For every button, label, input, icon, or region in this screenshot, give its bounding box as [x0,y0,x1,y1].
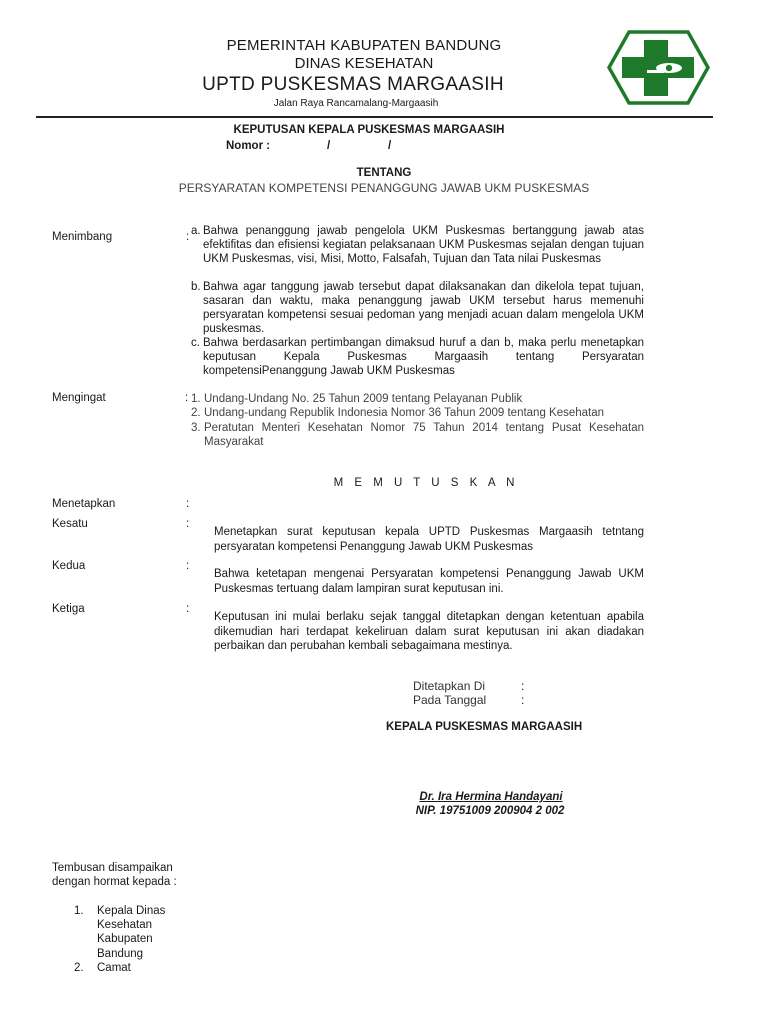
signatory-name: Dr. Ira Hermina Handayani [419,791,563,803]
ketiga-text: Keputusan ini mulai berlaku sejak tanggal ditetapkan dengan ketentuan apabila dikemudian hari terdapat kekeliruan dalam surat keputusan ini akan diadakan perbaikan dan perubahan kembali sebagaimana mestinya. [214,611,644,652]
tanggal-colon: : [521,693,525,707]
header-department: DINAS KESEHATAN [294,55,434,72]
ketiga-colon: : [186,603,190,615]
puskesmas-logo-icon [607,30,710,105]
header-divider [36,116,713,118]
kedua-colon: : [186,560,190,572]
signatory-nip: NIP. 19751009 200904 2 002 [415,805,565,817]
header-government: PEMERINTAH KABUPATEN BANDUNG [226,37,502,54]
mengingat-item-1 [191,392,644,406]
tembusan-intro: Tembusan disampaikan dengan hormat kepada : [52,862,177,889]
item-text: Undang-Undang No. 25 Tahun 2009 tentang Pelayanan Publik [204,393,523,405]
nomor-separator-1: / [327,140,331,152]
item-marker: b. [191,281,201,293]
item-marker: 1. [74,905,84,917]
item-marker: a. [191,225,201,237]
mengingat-item-2 [191,406,644,420]
item-marker: 2. [74,962,84,974]
mengingat-colon: : [185,392,189,404]
item-text: Bahwa penanggung jawab pengelola UKM Puskesmas bertanggung jawab atas efektifitas dan efisiensi kegiatan pelaksanaan UKM Puskesmas sejalan dengan tujuan UKM Puskesmas, visi, Misi, Motto, Falsafah, Tujuan dan Tata nilai Puskesmas [203,225,644,265]
header-address: Jalan Raya Rancamalang-Margaasih [273,98,439,109]
kesatu-colon: : [186,518,190,530]
ditetapkan-label: Ditetapkan Di [413,679,486,693]
mengingat-label: Mengingat [52,392,106,404]
nomor-separator-2: / [388,140,392,152]
item-marker: 3. [191,422,201,434]
tembusan-item-1 [74,904,184,961]
tentang-heading: TENTANG [356,167,412,179]
item-text: Kepala Dinas Kesehatan Kabupaten Bandung [97,905,166,960]
item-text: Bahwa agar tanggung jawab tersebut dapat dilaksanakan dan dikelola tepat tujuan, sasaran dan waktu, maka penanggung jawab UKM tersebut harus memenuhi persyaratan kompetensi sesuai pedoman yang menjadi acuan dalam mengelola UKM puskesmas. [203,281,644,335]
menimbang-item-b [191,280,644,336]
item-text: Peratutan Menteri Kesehatan Nomor 75 Tahun 2014 tentang Pusat Kesehatan Masyarakat [204,422,644,448]
decree-title: KEPUTUSAN KEPALA PUSKESMAS MARGAASIH [233,124,505,136]
item-marker: 1. [191,393,201,405]
menimbang-item-a [191,224,644,266]
memutuskan-heading: M E M U T U S K A N [333,477,519,489]
nomor-label: Nomor : [226,140,271,152]
mengingat-item-3 [191,421,644,449]
tembusan-item-2 [74,961,184,975]
ketiga-label: Ketiga [52,603,85,615]
item-marker: c. [191,337,200,349]
kedua-text: Bahwa ketetapan mengenai Persyaratan kompetensi Penanggung Jawab UKM Puskesmas tertuang dalam lampiran surat keputusan ini. [214,568,644,595]
menetapkan-label: Menetapkan [52,498,116,510]
decree-subject: PERSYARATAN KOMPETENSI PENANGGUNG JAWAB UKM PUSKESMAS [178,181,590,195]
menimbang-label: Menimbang [52,231,113,243]
item-text: Undang-undang Republik Indonesia Nomor 36 Tahun 2009 tentang Kesehatan [204,407,605,419]
ditetapkan-colon: : [521,679,525,693]
signatory-position: KEPALA PUSKESMAS MARGAASIH [386,721,583,733]
kesatu-label: Kesatu [52,518,88,530]
item-text: Bahwa berdasarkan pertimbangan dimaksud huruf a dan b, maka perlu menetapkan keputusan Kepala Puskesmas Margaasih tentang Persyaratan kompetensiPenanggung Jawab UKM Puskesmas [203,337,644,377]
item-marker: 2. [191,407,201,419]
menimbang-colon: : [186,231,190,243]
item-text: Camat [97,962,131,974]
menimbang-item-c [191,336,644,378]
kesatu-text: Menetapkan surat keputusan kepala UPTD Puskesmas Margaasih tetntang persyaratan kompetensi Penanggung Jawab UKM Puskesmas [214,526,644,553]
menetapkan-colon: : [186,498,190,510]
tanggal-label: Pada Tanggal [413,693,487,707]
header-institution: UPTD PUSKESMAS MARGAASIH [202,74,504,95]
kedua-label: Kedua [52,560,86,572]
